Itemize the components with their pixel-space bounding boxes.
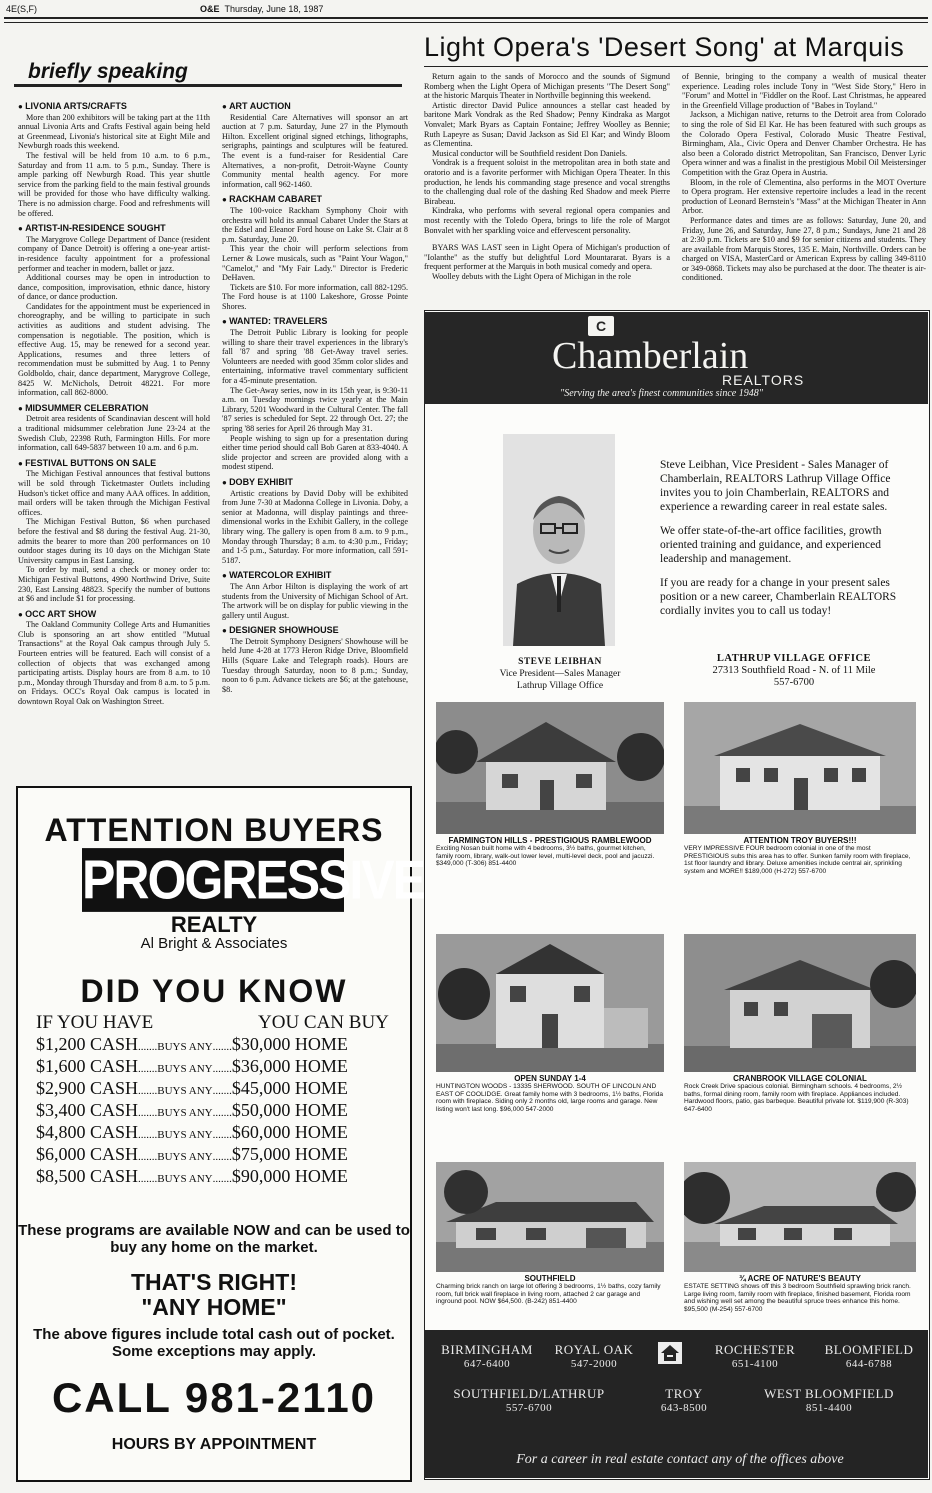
office-royal-oak [544, 1342, 644, 1370]
cash-row [36, 1144, 396, 1166]
ad-associates: Al Bright & Associates [140, 935, 288, 952]
office-name: BLOOMFIELD [824, 1342, 914, 1357]
article-para: Performance dates and times are as follows: Saturday, June 20, and Friday, June 26, and Saturday, June 27, 8 p.m.; Sundays, June 21 and 28 at 2:30 p.m. Tickets are $10 and $9 for senior citizens and students. They are available from Marquis Stores, 135 E. Main, Northville. Orders can be charged on VISA, MasterCard or American Express by calling 349-8110 or 349-0868. Tickets may also be purchased at the door. The theater is air-conditioned. [682, 215, 926, 283]
listing-title: ¾ ACRE OF NATURE'S BEAUTY [739, 1274, 861, 1283]
brief-item [18, 102, 210, 218]
brief-title: ● DOBY EXHIBIT [222, 478, 408, 488]
brief-para: The Marygrove College Department of Dance (resident company of Dance Detroit) is offering a one-year artist-in-residence faculty appointment for a professional performer and teacher in modern, ballet or jazz. [18, 234, 210, 273]
office-phone: 557-6700 [505, 1402, 553, 1414]
cash-amount: $3,400 CASH [36, 1100, 139, 1120]
house-illustration [436, 1162, 664, 1272]
intro-para: Steve Leibhan, Vice President - Sales Manager of Chamberlain, REALTORS Lathrup Village Office invites you to join Chamberlain, REALTORS and experience a rewarding career in real estate sales. [660, 459, 891, 513]
cash-row [36, 1034, 396, 1056]
brief-title: ● LIVONIA ARTS/CRAFTS [18, 102, 210, 112]
brief-para: To order by mail, send a check or money order to: Michigan Festival Buttons, 4990 Northwind Drive, Suite 230, East Lansing 48823. Specify the number of buttons at $6 and include $1 for processing. [18, 565, 210, 604]
home-amount: $30,000 HOME [231, 1034, 348, 1054]
dot-leader: ....... [138, 1107, 158, 1119]
office-name: ROCHESTER [714, 1342, 796, 1357]
office-rochester [700, 1342, 810, 1370]
listing-title: CRANBROOK VILLAGE COLONIAL [733, 1074, 867, 1083]
house-photo-acre [684, 1162, 916, 1272]
brief-para: The Detroit Symphony Designers' Showhouse will be held June 4-28 at 1773 Heron Ridge Drive, Bloomfield Hills (Square Lake and Telegraph roads). Hours are Tuesday through Saturday, noon to 8 p.m.; Sunday, noon to 6 p.m. Advance tickets are $6; at the gatehouse, $8. [222, 636, 408, 694]
cash-amount: $8,500 CASH [36, 1166, 139, 1186]
cash-amount: $4,800 CASH [36, 1122, 139, 1142]
office-phone: 643-8500 [660, 1402, 708, 1414]
any-home-line: "ANY HOME" [141, 1294, 287, 1320]
brief-item [18, 224, 210, 398]
home-amount: $50,000 HOME [231, 1100, 348, 1120]
brief-title: ● MIDSUMMER CELEBRATION [18, 404, 210, 414]
house-photo-cranbrook [684, 934, 916, 1072]
house-glyph [658, 1342, 682, 1364]
brief-para: Tickets are $10. For more information, call 882-1295. The Ford house is at 1100 Lakeshore, Grosse Pointe Shores. [222, 282, 408, 311]
home-amount: $60,000 HOME [231, 1122, 348, 1142]
article-column-2 [682, 72, 926, 283]
listing-caption [684, 1074, 916, 1113]
listing-title: FARMINGTON HILLS - PRESTIGIOUS RAMBLEWOOD [448, 836, 652, 845]
buys-any-label: BUYS ANY [157, 1041, 213, 1053]
issue-date: Thursday, June 18, 1987 [224, 4, 324, 14]
office-name: LATHRUP VILLAGE OFFICE [716, 653, 872, 664]
brief-title: ● WANTED: TRAVELERS [222, 317, 408, 327]
brief-item [222, 571, 408, 620]
brief-para: The 100-voice Rackham Symphony Choir with orchestra will hold its annual Cabaret Under the Stars at the Edsel and Eleanor Ford house on Lake St. Clair at 8 p.m. Saturday, June 20. [222, 205, 408, 244]
paper-name: O&E [200, 4, 220, 14]
dot-leader: ....... [138, 1151, 158, 1163]
cash-row [36, 1078, 396, 1100]
brief-item [18, 610, 210, 707]
buys-any-label: BUYS ANY [157, 1085, 213, 1097]
chamberlain-realtors: REALTORS [722, 372, 805, 388]
office-phone: 557-6700 [773, 677, 815, 688]
article-column-1 [424, 72, 670, 281]
home-amount: $45,000 HOME [231, 1078, 348, 1098]
buys-any-label: BUYS ANY [157, 1151, 213, 1163]
brief-title: ● ART AUCTION [222, 102, 408, 112]
headline-rule [424, 66, 928, 67]
listing-caption [436, 1074, 664, 1113]
leibhan-caption [470, 656, 650, 692]
buys-any-label: BUYS ANY [157, 1063, 213, 1075]
brief-para: Detroit area residents of Scandinavian descent will hold a traditional midsummer celebration June 23-24 at the Swedish Club, 22398 Ruth, Farmington Hills. For more information, call 649-5837 between 10 a.m. and 6 p.m. [18, 414, 210, 453]
cash-row [36, 1056, 396, 1078]
intro-para: We offer state-of-the-art office facilities, growth oriented training and guidance, and experienced leadership and management. [660, 525, 882, 565]
logo-letter: C [595, 318, 607, 334]
brief-para: The Oakland Community College Arts and Humanities Club is sponsoring an art show entitled "Mutual Transactions" at the Royal Oak campus through July 5. Fourteen entries will be featured. Each will consist of a collection of objects that was exchanged among participating artists. Display hours are from 8 a.m. to 10 p.m., Monday through Thursday and from 8 a.m. to 5 p.m. on Fridays. OCC's Royal Oak campus is located in downtown Royal Oak on Washington Street. [18, 620, 210, 707]
dot-leader: ....... [138, 1129, 158, 1141]
cash-row [36, 1100, 396, 1122]
dot-leader: ....... [138, 1085, 158, 1097]
steve-leibhan-photo [503, 434, 615, 646]
brief-para: The Ann Arbor Hilton is displaying the work of art students from the University of Michigan School of Art. The artwork will be on display for public viewing in the gallery until August. [222, 581, 408, 620]
listing-desc: VERY IMPRESSIVE FOUR bedroom colonial in one of the most PRESTIGIOUS subs this area has to offer. Sunken family room with fireplace, 1st floor laundry and library. Deluxe amenities include central air, sprinkling system and MORE!! $189,000 (H-272) 557-6700 [684, 845, 911, 875]
dot-leader: ....... [138, 1063, 158, 1075]
house-illustration [684, 702, 916, 834]
article-para: of Bennie, bringing to the company a wealth of musical theater experience. Leading roles include Tony in "West Side Story," Hero in "Forum" and Mottel in "Fiddler on the Roof. Last Christmas, he appeared in the Greenfield Village production of "Babes in Toyland." [682, 72, 926, 110]
thats-right-heading [16, 1270, 412, 1320]
top-rule-thin [4, 22, 928, 23]
article-para: Musical conductor will be Southfield resident Don Daniels. [432, 148, 628, 158]
article-headline: Light Opera's 'Desert Song' at Marquis [424, 32, 905, 62]
brief-item [222, 478, 408, 565]
article-para: Kindraka, who performs with several regional opera companies and most recently with the Toledo Opera, brings to life the role of Margot Bonvalet with her sparkling voice and effervescent personality. [424, 206, 670, 235]
office-phone: 647-6400 [463, 1358, 511, 1370]
person-name: STEVE LEIBHAN [518, 657, 602, 667]
briefs-column-1 [18, 96, 210, 707]
cash-amount: $1,200 CASH [36, 1034, 139, 1054]
brief-para: Residential Care Alternatives will sponsor an art auction at 7 p.m. Saturday, June 27 in the Plymouth Hilton. Excellent original signed etchings, lithographs, serigraphs, paintings and sculptures will be featured. The event is a fund-raiser for Residential Care Alternatives, a non-profit, Detroit-Wayne County Community mental health agency. For more information, call 962-1460. [222, 112, 408, 189]
hours-note: HOURS BY APPOINTMENT [111, 1436, 317, 1453]
listing-desc: ESTATE SETTING shows off this 3 bedroom Southfield sprawling brick ranch. Large living room, family room with fireplace, finished basement, Florida room and wishing well set among the beautiful spruce trees enhance this home. $95,500 (M-254) 557-6700 [684, 1283, 911, 1313]
brief-title: ● ARTIST-IN-RESIDENCE SOUGHT [18, 224, 210, 234]
cash-amount: $1,600 CASH [36, 1056, 139, 1076]
dot-leader: ....... [138, 1173, 158, 1185]
buys-any-label: BUYS ANY [157, 1107, 213, 1119]
office-name: TROY [665, 1386, 703, 1401]
brief-para: Additional courses may be open in introduction to dance, composition, improvisation, ethnic dance, history of dance, or dance production. [18, 273, 210, 302]
top-rule [4, 17, 928, 19]
person-title: Vice President—Sales Manager [499, 669, 621, 679]
career-line: For a career in real estate contact any of the offices above [516, 1452, 844, 1467]
masthead-dateline [200, 4, 323, 14]
ad-attention-heading: ATTENTION BUYERS [44, 812, 384, 848]
listing-caption [436, 836, 664, 868]
listing-caption [436, 1274, 664, 1306]
article-para: Artistic director David Pulice announces a stellar cast headed by baritone Mark Vondrak as the Red Shadow; Penny Kindraka as Margot Vonvalet; Mark Byars as Captain Fontaine; Jeffrey Woolley as Bennie; Ruth Lapeyre as Susan; David Jackson as Sid El Kar; and Windy Bloom as Clementina. [424, 100, 670, 149]
brief-para: More than 200 exhibitors will be taking part at the 11th annual Livonia Arts and Crafts Festival again being held at Greenmead, Livonia's historical site at Eight Mile and Newburgh roads this weekend. [18, 112, 210, 151]
dot-leader: ....... [212, 1129, 232, 1141]
section-bar [14, 84, 402, 87]
buys-any-label: BUYS ANY [157, 1129, 213, 1141]
call-phone-number: CALL 981-2110 [51, 1374, 377, 1421]
intro-para: If you are ready for a change in your present sales position or a new career, Chamberlain REALTORS cordially invites you to call us today! [660, 577, 897, 617]
dot-leader: ....... [212, 1107, 232, 1119]
portrait-illustration [503, 434, 615, 646]
programs-note: These programs are available NOW and can be used to buy any home on the market. [18, 1222, 410, 1256]
office-name: ROYAL OAK [554, 1342, 634, 1357]
dot-leader: ....... [212, 1151, 232, 1163]
house-illustration [684, 1162, 916, 1272]
page-folio: 4E(S,F) [6, 4, 38, 14]
house-illustration [436, 934, 664, 1072]
office-troy [634, 1386, 734, 1414]
progressive-logo: PROGRESSIVE [82, 849, 424, 911]
office-phone: 547-2000 [570, 1358, 618, 1370]
listing-desc: Charming brick ranch on large lot offering 3 bedrooms, 1½ baths, cozy family room, full brick wall fireplace in living room, attached 2 car garage and inground pool. NOW $64,500. (B-242) 851-4400 [436, 1283, 661, 1306]
ad-realty-label: REALTY [170, 912, 258, 937]
brief-item [222, 317, 408, 472]
house-photo-southfield [436, 1162, 664, 1272]
brief-item [222, 102, 408, 189]
brief-para: The Michigan Festival announces that festival buttons will be sold through Ticketmaster Outlets including Hudson's ticket office and many AAA offices. In addition, mail orders will be taken through the Michigan Festival offices. [18, 469, 210, 517]
section-title: briefly speaking [28, 60, 188, 83]
brief-item [222, 626, 408, 694]
home-amount: $75,000 HOME [231, 1144, 348, 1164]
house-illustration [436, 702, 664, 834]
listing-caption [684, 836, 916, 875]
house-photo-huntington [436, 934, 664, 1072]
article-para: Bloom, in the role of Clementina, also performs in the MOT Overture to Opera program. Her extensive repertoire includes a lead in the recent production of Leonard Bernstein's "Mass" at the Michigan Theater in Ann Arbor. [682, 177, 926, 216]
brief-title: ● WATERCOLOR EXHIBIT [222, 571, 408, 581]
article-para: Return again to the sands of Morocco and the sounds of Sigmund Romberg when the Light Opera of Michigan presents "The Desert Song" at the historic Marquis Theater in Northville beginning this weekend. [424, 72, 670, 101]
brief-para: The festival will be held from 10 a.m. to 6 p.m., Saturday and from 11 a.m. to 5 p.m., Sunday. There is ample parking off Newburgh Road. This year shuttle service from the parking field to the main festival grounds will be provided for those who have difficulty walking. There is no admission charge. Food and refreshments will be offered. [18, 150, 210, 218]
house-photo-troy [684, 702, 916, 834]
article-para: BYARS WAS LAST seen in Light Opera of Michigan's production of "Iolanthe" as the stuffy but delightful Lord Mountararat. Byars is a frequent performer at the Marquis in both musical comedy and opera. [424, 243, 670, 272]
office-phone: 651-4100 [731, 1358, 779, 1370]
chamberlain-wordmark: Chamberlain [552, 335, 749, 377]
chamberlain-tagline: "Serving the area's finest communities since 1948" [560, 388, 763, 399]
brief-para: The Detroit Public Library is looking for people willing to share their travel experiences in the library's fall '87 and spring '88 Get-Away travel series. Volunteers are needed with good 35mm color slides and entertaining, informative travel commentary sufficient for a 45-minute presentation. [222, 328, 408, 386]
listing-title: ATTENTION TROY BUYERS!!! [743, 836, 857, 845]
office-west-bloomfield [744, 1386, 914, 1414]
cash-amount: $2,900 CASH [36, 1078, 139, 1098]
office-name: SOUTHFIELD/LATHRUP [453, 1386, 605, 1401]
office-phone: 851-4400 [805, 1402, 853, 1414]
dot-leader: ....... [212, 1041, 232, 1053]
article-para: Woolley debuts with the Light Opera of Michigan in the role [432, 271, 631, 281]
brief-para: The Michigan Festival Button, $6 when purchased before the festival and $8 during the festival Aug. 21-30, admits the bearer to more than 200 performances on 10 outdoor stages during its 10 days on the Michigan State University campus in East Lansing. [18, 517, 210, 565]
person-office: Lathrup Village Office [516, 681, 604, 691]
brief-item [18, 459, 210, 604]
brief-item [222, 195, 408, 311]
dot-leader: ....... [212, 1173, 232, 1185]
dot-leader: ....... [138, 1041, 158, 1053]
if-you-have-header: IF YOU HAVE [36, 1012, 154, 1033]
listing-title: SOUTHFIELD [524, 1274, 576, 1283]
article-para: Vondrak is a frequent soloist in the metropolitan area in both state and oratorio and is a favorite performer with Michigan Opera Theater. In this production, he lends his commanding stage presence and vocal strengths to the challenging dual role of the dashing Red Shadow and meek Pierre Birabeau. [424, 158, 670, 206]
office-birmingham [432, 1342, 542, 1370]
listing-desc: Exciting Nosan built home with 4 bedrooms, 3½ baths, gourmet kitchen, family room, library, walk-out lower level, multi-level deck, pool and jacuzzi. $349,000 (T-306) 851-4400 [436, 845, 655, 868]
briefs-column-2 [222, 96, 408, 694]
office-name: WEST BLOOMFIELD [764, 1386, 894, 1401]
chamberlain-logo-mark [588, 316, 614, 336]
brief-item [18, 404, 210, 453]
office-name: BIRMINGHAM [441, 1342, 533, 1357]
house-photo-farmington [436, 702, 664, 834]
you-can-buy-header: YOU CAN BUY [258, 1012, 389, 1033]
brief-para: The Get-Away series, now in its 15th year, is 9:30-11 a.m. on Tuesday mornings twice yearly at the Main Library, 5201 Woodward in the Cultural Center. The fall '87 series is scheduled for Sept. 22 through Oct. 27; the spring '88 series for April 26 through May 31. [222, 385, 408, 433]
thats-right-line: THAT'S RIGHT! [130, 1269, 298, 1295]
listing-desc: HUNTINGTON WOODS - 13335 SHERWOOD. SOUTH OF LINCOLN AND EAST OF COOLIDGE. Great family home with 3 bedrooms, 1½ baths, Florida room with fireplace. Siding only 2 months old, large rooms and garage. New listing won't last long. $96,000 547-2000 [436, 1083, 664, 1113]
listing-caption [684, 1274, 916, 1313]
brief-title: ● RACKHAM CABARET [222, 195, 408, 205]
listing-desc: Rock Creek Drive spacious colonial. Birmingham schools. 4 bedrooms, 2½ baths, formal dining room, family room with fireplace. Appliances included. Hardwood floors, patio, gas barbeque. Beautiful private lot. $119,900 (R-303) 647-6400 [684, 1083, 909, 1113]
home-amount: $36,000 HOME [231, 1056, 348, 1076]
cash-row [36, 1122, 396, 1144]
listing-title: OPEN SUNDAY 1-4 [514, 1074, 586, 1083]
office-southfield-lathrup [444, 1386, 614, 1414]
lathrup-office-block [660, 653, 928, 689]
recruiting-copy [660, 458, 922, 628]
office-phone: 644-6788 [845, 1358, 893, 1370]
equal-housing-icon [658, 1342, 682, 1364]
cash-amount: $6,000 CASH [36, 1144, 139, 1164]
brief-title: ● DESIGNER SHOWHOUSE [222, 626, 408, 636]
brief-para: People wishing to sign up for a presentation during either time period should call Bob Garen at 833-4040. A slide projector and screen are provided along with a modest stipend. [222, 433, 408, 472]
brief-para: Artistic creations by David Doby will be exhibited from June 7-30 at Madonna College in Livonia. Doby, a senior at Madonna, will display paintings and three-dimensional works in the Exhibit Gallery, in the college library wing. The gallery is open from 8 a.m. to 9 p.m., Monday through Thursday; 8 a.m. to 4:30 p.m., Friday; and 1-5 p.m., Saturday. For more information, call 591-5187. [222, 488, 408, 565]
brief-title: ● FESTIVAL BUTTONS ON SALE [18, 459, 210, 469]
brief-para: This year the choir will perform selections from Lerner & Lowe musicals, such as "Paint Your Wagon," "Camelot," and "My Fair Lady." Director is Frederic DeHaven. [222, 244, 408, 283]
did-you-know-heading: DID YOU KNOW [80, 973, 348, 1009]
office-bloomfield [814, 1342, 924, 1370]
buys-any-label: BUYS ANY [157, 1173, 213, 1185]
house-illustration [684, 934, 916, 1072]
home-amount: $90,000 HOME [231, 1166, 348, 1186]
cash-disclaimer: The above figures include total cash out of pocket. Some exceptions may apply. [33, 1326, 395, 1360]
office-address: 27313 Southfield Road - N. of 11 Mile [712, 665, 876, 676]
brief-para: Candidates for the appointment must be experienced in choreography, and be willing to participate in such activities as auditions and student advising. The compensation is negotiable. The position, which is effective Aug. 15, may be renewed for a second year. Applications, resumes and three letters of recommendation must be submitted by Aug. 1 to Penny Goldboldo, chair, dance department, Marygrove College, 8425 W. McNichols, Detroit 48221. For more information, call 862-8000. [18, 301, 210, 398]
article-para: Jackson, a Michigan native, returns to the Detroit area from Colorado to sing the role of Sid El Kar. He has been featured with such groups as the Colorado Opera Festival, Colorado Music Theatre Festival, Birmingham, Ala., Civic Opera and Denver Chamber Orchestra. He has also been a Colorado district Metropolitan, San Francisco, Denver Lyric Opera winner and was a finalist in the prestigious Mobil Oil Meistersinger Competition with the Graz Opera in Austria. [682, 110, 926, 177]
brief-title: ● OCC ART SHOW [18, 610, 210, 620]
dot-leader: ....... [212, 1085, 232, 1097]
dot-leader: ....... [212, 1063, 232, 1075]
cash-row [36, 1166, 396, 1188]
